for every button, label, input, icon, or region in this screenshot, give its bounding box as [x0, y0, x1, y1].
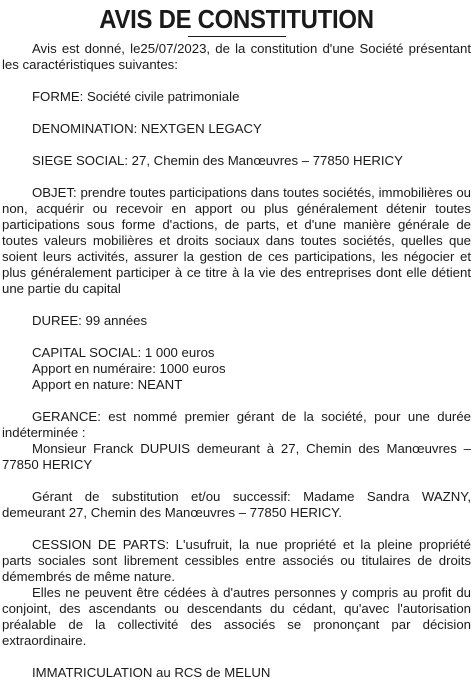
immatriculation-line: IMMATRICULATION au RCS de MELUN	[32, 665, 271, 680]
gerance-line: GERANCE: est nommé premier gérant de la société, pour une durée indéterminée :	[2, 409, 471, 440]
notice-title: AVIS DE CONSTITUTION	[99, 4, 374, 34]
capital-social-line: CAPITAL SOCIAL: 1 000 euros	[32, 345, 215, 360]
intro-paragraph: Avis est donné, le25/07/2023, de la constitution d'une Société présentant les caractéristiques suivantes:	[2, 41, 471, 72]
cession-paragraph: CESSION DE PARTS: L'usufruit, la nue propriété et la pleine propriété parts sociales sont librement cessibles entre associés ou titulaires de droits démembrés de même nature.	[2, 537, 471, 584]
substitution-paragraph: Gérant de substitution et/ou successif: Madame Sandra WAZNY, demeurant 27, Chemin des Manœuvres – 77850 HERICY.	[2, 489, 471, 520]
cession-restriction-paragraph: Elles ne peuvent être cédées à d'autres personnes y compris au profit du conjoint, des ascendants ou descendants du cédant, qu'avec l'autorisation préalable de la collectivité des associés se prononçant par décision extraordinaire.	[2, 585, 471, 648]
forme-line: FORME: Société civile patrimoniale	[32, 89, 240, 104]
apport-numeraire-line: Apport en numéraire: 1000 euros	[32, 361, 226, 376]
title-underline	[188, 36, 286, 37]
notice-body	[2, 41, 471, 681]
apport-nature-line: Apport en nature: NEANT	[32, 377, 183, 392]
denomination-line: DENOMINATION: NEXTGEN LEGACY	[32, 121, 262, 136]
objet-paragraph: OBJET: prendre toutes participations dans toutes sociétés, immobilières ou non, acquérir ou recevoir en apport ou plus généralement détenir toutes participations sous forme d'actions, de parts, et d'une manière générale de toutes valeurs mobilières et droits sociaux dans toutes sociétés, quelles que soient leurs activités, assurer la gestion de ces participations, les négocier et plus généralement participer à ce titre à la vie des entreprises dont elle détient une partie du capital	[2, 185, 471, 296]
siege-line: SIEGE SOCIAL: 27, Chemin des Manœuvres – 77850 HERICY	[32, 153, 403, 168]
duree-line: DUREE: 99 années	[32, 313, 148, 328]
gerant-paragraph: Monsieur Franck DUPUIS demeurant à 27, Chemin des Manœuvres – 77850 HERICY	[2, 441, 471, 472]
